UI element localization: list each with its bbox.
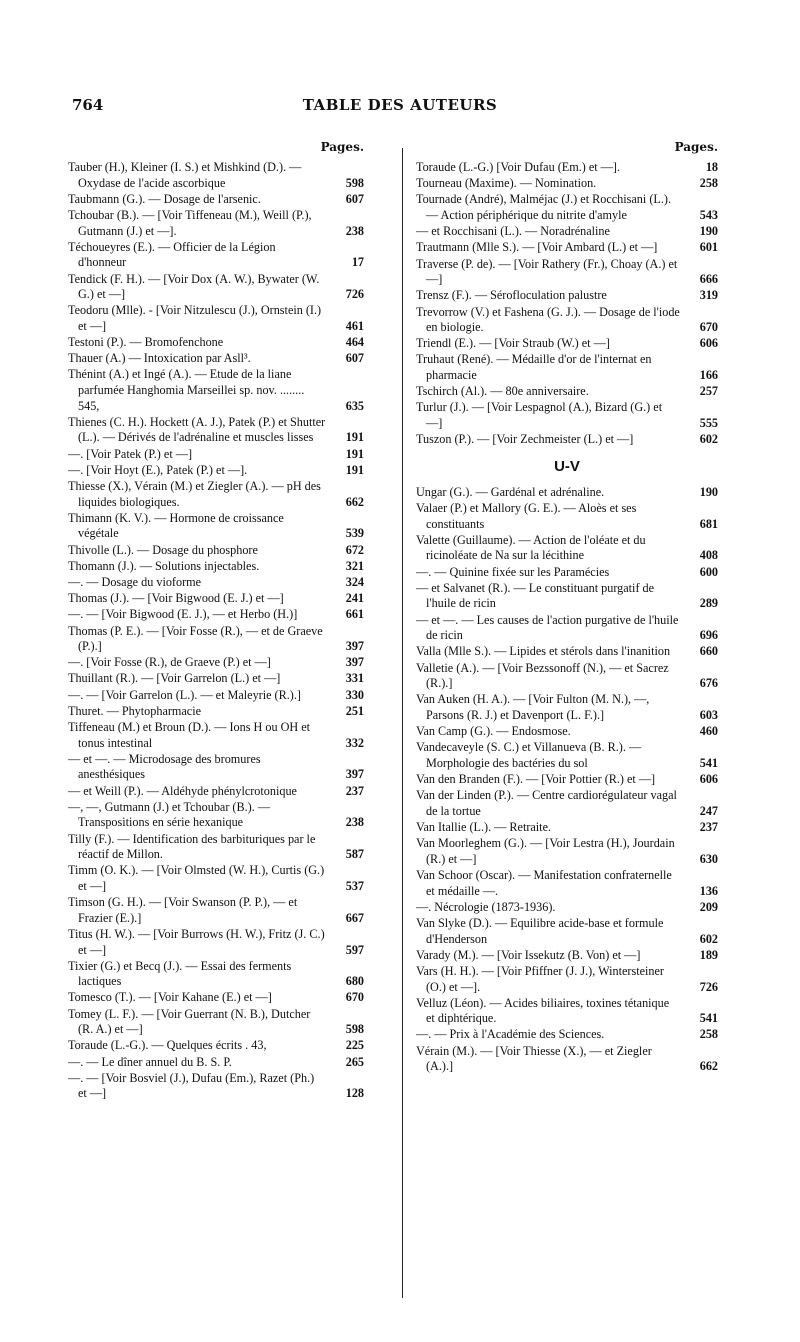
index-entry — [68, 192, 364, 208]
index-entry — [68, 959, 364, 990]
entry-page-number: 191 — [345, 430, 364, 445]
entry-text: Van den Branden (F.). — [Voir Pottier (R.) et —] — [416, 772, 656, 787]
entry-text: Tomey (L. F.). — [Voir Guerrant (N. B.), Dutcher (R. A.) et —] — [68, 1006, 311, 1037]
entry-text: Trautmann (Mlle S.). — [Voir Ambard (L.) et —] — [416, 240, 658, 255]
entry-page-number: 460 — [699, 724, 718, 739]
entry-page-number: 635 — [345, 398, 364, 413]
entry-page-number: 541 — [699, 1011, 718, 1026]
entry-page-number: 461 — [345, 318, 364, 333]
index-entry — [68, 351, 364, 367]
entry-page-number: 190 — [699, 224, 718, 239]
index-entry — [416, 400, 718, 431]
entry-text: —. — Le dîner annuel du B. S. P. — [68, 1054, 232, 1069]
entry-page-number: 601 — [699, 240, 718, 255]
index-entry — [416, 257, 718, 288]
entry-text: Trevorrow (V.) et Fashena (G. J.). — Dosage de l'iode en biologie. — [416, 304, 680, 335]
index-entry — [416, 240, 718, 256]
index-entry — [68, 1007, 364, 1038]
index-entry — [416, 836, 718, 867]
index-entry — [416, 820, 718, 836]
index-entry — [416, 384, 718, 400]
index-entry — [416, 485, 718, 501]
entry-text: —. — [Voir Garrelon (L.). — et Maleyrie (R.).] — [68, 687, 301, 702]
index-entry — [68, 895, 364, 926]
index-entry — [416, 964, 718, 995]
index-entry — [416, 224, 718, 240]
index-entry — [416, 740, 718, 771]
entry-page-number: 696 — [699, 628, 718, 643]
entry-text: Tchoubar (B.). — [Voir Tiffeneau (M.), Weill (P.), Gutmann (J.) et —]. — [68, 207, 312, 238]
entry-page-number: 543 — [699, 207, 718, 222]
index-entry — [68, 990, 364, 1006]
right-entries-uv-list — [416, 485, 718, 1075]
entry-text: Toraude (L.-G.) [Voir Dufau (Em.) et —]. — [416, 160, 621, 174]
entry-text: Van Camp (G.). — Endosmose. — [416, 724, 571, 739]
entry-page-number: 603 — [699, 707, 718, 722]
index-entry — [68, 208, 364, 239]
index-entry — [68, 863, 364, 894]
index-entry — [68, 720, 364, 751]
entry-text: —. — [Voir Bigwood (E. J.), — et Herbo (H.)] — [68, 607, 298, 622]
index-entry — [68, 335, 364, 351]
index-entry — [68, 591, 364, 607]
entry-text: Teodoru (Mlle). - [Voir Nitzulescu (J.), Ornstein (I.) et —] — [68, 303, 322, 333]
entry-page-number: 541 — [699, 755, 718, 770]
index-entry — [68, 688, 364, 704]
entry-text: Valletie (A.). — [Voir Bezssonoff (N.), — et Sacrez (R.).] — [416, 660, 669, 691]
entry-text: Trensz (F.). — Sérofloculation palustre — [416, 288, 607, 303]
page-number: 764 — [72, 96, 104, 114]
entry-page-number: 18 — [705, 160, 718, 174]
entry-text: Turlur (J.). — [Voir Lespagnol (A.), Bizard (G.) et —] — [416, 400, 663, 431]
index-entry — [68, 303, 364, 334]
entry-page-number: 598 — [345, 1022, 364, 1037]
entry-page-number: 258 — [699, 176, 718, 191]
entry-text: Varady (M.). — [Voir Issekutz (B. Von) et —] — [416, 947, 641, 962]
entry-text: Taubmann (G.). — Dosage de l'arsenic. — [68, 191, 261, 206]
entry-page-number: 397 — [345, 767, 364, 782]
entry-page-number: 676 — [699, 676, 718, 691]
entry-page-number: 606 — [699, 772, 718, 787]
entry-page-number: 606 — [699, 336, 718, 351]
index-entry — [68, 704, 364, 720]
index-entry — [416, 692, 718, 723]
entry-page-number: 209 — [699, 899, 718, 914]
entry-page-number: 670 — [699, 320, 718, 335]
entry-text: Téchoueyres (E.). — Officier de la Légion d'honneur — [68, 239, 276, 270]
index-entry — [416, 501, 718, 532]
entry-text: —, —, Gutmann (J.) et Tchoubar (B.). — Transpositions en série hexanique — [68, 799, 271, 830]
entry-text: —. [Voir Hoyt (E.), Patek (P.) et —]. — [68, 462, 248, 477]
entry-page-number: 662 — [345, 494, 364, 509]
entry-text: — et —. — Les causes de l'action purgative de l'huile de ricin — [416, 612, 679, 643]
index-entry — [68, 559, 364, 575]
entry-text: Tendick (F. H.). — [Voir Dox (A. W.), Bywater (W. G.) et —] — [68, 271, 320, 302]
index-entry — [68, 671, 364, 687]
entry-page-number: 726 — [345, 287, 364, 302]
entry-page-number: 464 — [345, 335, 364, 350]
entry-text: Traverse (P. de). — [Voir Rathery (Fr.), Choay (A.) et —] — [416, 256, 678, 287]
index-entry — [68, 511, 364, 542]
index-entry — [68, 543, 364, 559]
entry-text: Thauer (A.) — Intoxication par Asll³. — [68, 351, 251, 366]
entry-page-number: 237 — [345, 783, 364, 798]
entry-page-number: 258 — [699, 1027, 718, 1042]
entry-page-number: 607 — [345, 351, 364, 366]
index-entry — [416, 788, 718, 819]
entry-page-number: 331 — [345, 671, 364, 686]
entry-text: Thénint (A.) et Ingé (A.). — Etude de la liane parfumée Hanghomia Marseillei sp. nov. ........ 545, — [68, 367, 305, 413]
entry-text: Thuillant (R.). — [Voir Garrelon (L.) et —] — [68, 671, 281, 686]
index-entry — [68, 1071, 364, 1102]
entry-page-number: 237 — [699, 820, 718, 834]
entry-page-number: 598 — [345, 175, 364, 190]
index-entry — [416, 336, 718, 352]
index-entry — [68, 800, 364, 831]
entry-page-number: 680 — [345, 974, 364, 989]
entry-page-number: 600 — [699, 564, 718, 579]
entry-text: —. — [Voir Bosviel (J.), Dufau (Em.), Razet (Ph.) et —] — [68, 1070, 315, 1101]
entry-page-number: 602 — [699, 931, 718, 946]
entry-page-number: 397 — [345, 639, 364, 654]
entry-text: Tschirch (Al.). — 80e anniversaire. — [416, 384, 589, 399]
index-entry — [68, 447, 364, 463]
entry-page-number: 238 — [345, 815, 364, 830]
index-entry — [416, 772, 718, 788]
index-entry — [68, 1055, 364, 1071]
entry-text: Toraude (L.-G.). — Quelques écrits . 43, — [68, 1038, 267, 1053]
entry-text: Vars (H. H.). — [Voir Pfiffner (J. J.), Wintersteiner (O.) et —]. — [416, 963, 664, 994]
entry-page-number: 661 — [345, 607, 364, 622]
page-header — [72, 96, 728, 120]
entry-page-number: 247 — [699, 803, 718, 818]
entry-text: Titus (H. W.). — [Voir Burrows (H. W.), Fritz (J. C.) et —] — [68, 926, 325, 957]
entry-page-number: 241 — [345, 591, 364, 606]
entry-text: — et Weill (P.). — Aldéhyde phénylcrotonique — [68, 783, 297, 798]
index-entry — [416, 1044, 718, 1075]
entry-text: Thiesse (X.), Vérain (M.) et Ziegler (A.). — pH des liquides biologiques. — [68, 479, 321, 509]
entry-text: —. — Quinine fixée sur les Paramécies — [416, 564, 610, 579]
entry-text: Timm (O. K.). — [Voir Olmsted (W. H.), Curtis (G.) et —] — [68, 863, 325, 893]
index-entry — [416, 661, 718, 692]
entry-page-number: 607 — [345, 191, 364, 206]
entry-page-number: 190 — [699, 484, 718, 499]
entry-text: —. [Voir Patek (P.) et —] — [68, 446, 193, 461]
index-entry — [416, 581, 718, 612]
section-heading: U-V — [554, 457, 580, 475]
entry-page-number: 726 — [699, 979, 718, 994]
entry-page-number: 257 — [699, 384, 718, 399]
entry-text: Thivolle (L.). — Dosage du phosphore — [68, 542, 258, 557]
entry-text: Valette (Guillaume). — Action de l'oléate et du ricinoléate de Na sur la lécithine — [416, 532, 646, 563]
entry-page-number: 662 — [699, 1059, 718, 1074]
entry-page-number: 587 — [345, 847, 364, 862]
entry-page-number: 555 — [699, 416, 718, 431]
index-entry — [416, 644, 718, 660]
index-entry — [68, 624, 364, 655]
index-entry — [416, 352, 718, 383]
entry-page-number: 251 — [345, 703, 364, 718]
entry-text: Velluz (Léon). — Acides biliaires, toxines tétanique et diphtérique. — [416, 995, 670, 1026]
entry-text: Van Itallie (L.). — Retraite. — [416, 820, 552, 834]
entry-text: Tiffeneau (M.) et Broun (D.). — Ions H ou OH et tonus intestinal — [68, 720, 311, 750]
entry-text: Ungar (G.). — Gardénal et adrénaline. — [416, 484, 605, 499]
entry-text: — et Rocchisani (L.). — Noradrénaline — [416, 224, 610, 239]
pages-label: Pages. — [674, 140, 718, 154]
index-entry — [416, 900, 718, 916]
entry-text: Testoni (P.). — Bromofenchone — [68, 335, 224, 350]
entry-page-number: 289 — [699, 596, 718, 611]
index-entry — [416, 613, 718, 644]
entry-text: Van Slyke (D.). — Equilibre acide-base et formule d'Henderson — [416, 915, 664, 946]
index-entry — [416, 176, 718, 192]
index-entry — [416, 288, 718, 304]
entry-page-number: 597 — [345, 942, 364, 957]
entry-text: Valla (Mlle S.). — Lipides et stérols dans l'inanition — [416, 644, 671, 659]
entry-text: —. — Prix à l'Académie des Sciences. — [416, 1027, 605, 1042]
index-entry — [416, 724, 718, 740]
index-entry — [416, 432, 718, 448]
index-entry — [68, 272, 364, 303]
index-entry — [68, 240, 364, 271]
left-column — [68, 138, 364, 1103]
index-entry — [68, 752, 364, 783]
entry-text: Truhaut (René). — Médaille d'or de l'internat en pharmacie — [416, 352, 652, 383]
index-entry — [416, 916, 718, 947]
right-column — [416, 138, 718, 1075]
entry-page-number: 667 — [345, 910, 364, 925]
index-entry — [416, 1027, 718, 1043]
entry-text: Thomas (J.). — [Voir Bigwood (E. J.) et —] — [68, 591, 284, 606]
entry-page-number: 265 — [345, 1054, 364, 1069]
entry-text: Timson (G. H.). — [Voir Swanson (P. P.), — et Frazier (E.).] — [68, 895, 298, 925]
index-entry — [416, 533, 718, 564]
entry-text: Van Moorleghem (G.). — [Voir Lestra (H.), Jourdain (R.) et —] — [416, 836, 675, 866]
index-entry — [68, 575, 364, 591]
entry-text: — et —. — Microdosage des bromures anesthésiques — [68, 751, 261, 782]
index-entry — [68, 1038, 364, 1054]
entry-text: Van Auken (H. A.). — [Voir Fulton (M. N.), —, Parsons (R. J.) et Davenport (L. F.).] — [416, 692, 650, 722]
left-entries-list — [68, 160, 364, 1102]
pages-label: Pages. — [320, 140, 364, 154]
entry-text: —. — Dosage du vioforme — [68, 574, 202, 589]
entry-page-number: 670 — [345, 990, 364, 1005]
index-entry — [416, 160, 718, 176]
entry-page-number: 191 — [345, 446, 364, 461]
index-entry — [68, 367, 364, 414]
index-entry — [68, 784, 364, 800]
entry-text: Thimann (K. V.). — Hormone de croissance végétale — [68, 510, 284, 541]
entry-text: Thomas (P. E.). — [Voir Fosse (R.), — et de Graeve (P.).] — [68, 623, 323, 654]
index-entry — [68, 832, 364, 863]
entry-page-number: 128 — [345, 1086, 364, 1101]
entry-text: Tauber (H.), Kleiner (I. S.) et Mishkind (D.). — Oxydase de l'acide ascorbique — [68, 160, 302, 190]
entry-text: —. [Voir Fosse (R.), de Graeve (P.) et —] — [68, 655, 271, 670]
index-entry — [68, 160, 364, 191]
index-entry — [416, 868, 718, 899]
entry-text: Van Schoor (Oscar). — Manifestation confraternelle et médaille —. — [416, 867, 672, 898]
index-entry — [68, 655, 364, 671]
entry-page-number: 324 — [345, 574, 364, 589]
entry-text: Thomann (J.). — Solutions injectables. — [68, 558, 260, 573]
entry-text: Vandecaveyle (S. C.) et Villanueva (B. R.). — Morphologie des bactéries du sol — [416, 740, 642, 770]
entry-text: Tourneau (Maxime). — Nomination. — [416, 176, 597, 191]
entry-page-number: 17 — [351, 255, 364, 270]
entry-page-number: 332 — [345, 735, 364, 750]
entry-page-number: 166 — [699, 368, 718, 383]
entry-page-number: 225 — [345, 1038, 364, 1053]
right-entries-t-list — [416, 160, 718, 448]
index-entry — [416, 565, 718, 581]
index-entry — [416, 996, 718, 1027]
entry-text: Thienes (C. H.). Hockett (A. J.), Patek (P.) et Shutter (L.). — Dérivés de l'adrénaline et muscles lisses — [68, 414, 326, 445]
index-entry — [68, 479, 364, 510]
entry-text: Tomesco (T.). — [Voir Kahane (E.) et —] — [68, 990, 272, 1005]
entry-page-number: 602 — [699, 432, 718, 447]
entry-page-number: 630 — [699, 851, 718, 866]
index-entry — [68, 463, 364, 479]
entry-page-number: 537 — [345, 878, 364, 893]
entry-text: Valaer (P.) et Mallory (G. E.). — Aloès et ses constituants — [416, 501, 637, 531]
entry-page-number: 660 — [699, 644, 718, 659]
entry-text: Tilly (F.). — Identification des barbituriques par le réactif de Millon. — [68, 831, 316, 862]
entry-text: Triendl (E.). — [Voir Straub (W.) et —] — [416, 336, 610, 351]
entry-text: Tournade (André), Malméjac (J.) et Rocchisani (L.). — Action périphérique du nitrite d'amyle — [416, 192, 671, 222]
entry-page-number: 672 — [345, 542, 364, 557]
index-entry — [68, 607, 364, 623]
entry-page-number: 238 — [345, 223, 364, 238]
entry-text: — et Salvanet (R.). — Le constituant purgatif de l'huile de ricin — [416, 580, 655, 611]
entry-page-number: 319 — [699, 288, 718, 303]
index-entry — [416, 948, 718, 964]
entry-text: Tixier (G.) et Becq (J.). — Essai des ferments lactiques — [68, 958, 292, 989]
entry-page-number: 666 — [699, 272, 718, 287]
index-entry — [416, 305, 718, 336]
column-divider — [402, 148, 403, 1298]
entry-page-number: 539 — [345, 526, 364, 541]
index-entry — [416, 192, 718, 223]
entry-text: Tuszon (P.). — [Voir Zechmeister (L.) et —] — [416, 432, 634, 447]
entry-page-number: 136 — [699, 883, 718, 898]
entry-page-number: 681 — [699, 516, 718, 531]
entry-text: Thuret. — Phytopharmacie — [68, 703, 202, 718]
entry-page-number: 397 — [345, 655, 364, 670]
entry-page-number: 321 — [345, 558, 364, 573]
running-title: TABLE DES AUTEURS — [302, 96, 498, 114]
entry-text: Vérain (M.). — [Voir Thiesse (X.), — et Ziegler (A.).] — [416, 1043, 652, 1074]
entry-page-number: 189 — [699, 947, 718, 962]
entry-text: —. Nécrologie (1873-1936). — [416, 899, 556, 914]
index-entry — [68, 927, 364, 958]
index-entry — [68, 415, 364, 446]
entry-page-number: 408 — [699, 548, 718, 563]
entry-page-number: 191 — [345, 462, 364, 477]
entry-page-number: 330 — [345, 687, 364, 702]
entry-text: Van der Linden (P.). — Centre cardiorégulateur vagal de la tortue — [416, 788, 677, 818]
